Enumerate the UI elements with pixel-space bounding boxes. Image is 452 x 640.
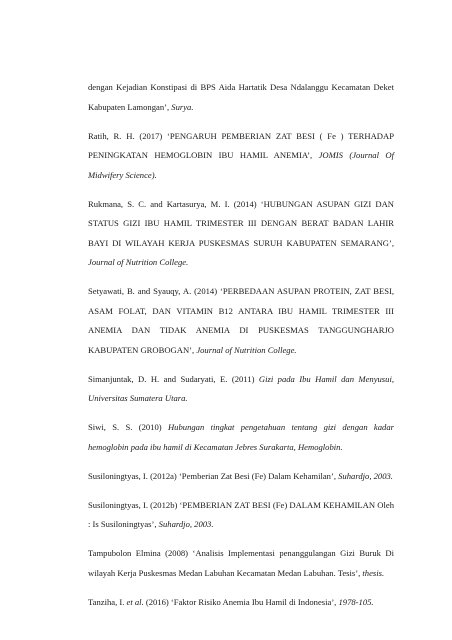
reference-text: Tanziha, I. bbox=[88, 596, 127, 607]
reference-text: Susiloningtyas, I. (2012b) ‘PEMBERIAN ZAT BESI (Fe) DALAM KEHAMILAN Oleh : Is Susiloningtyas’, bbox=[88, 499, 394, 529]
reference-text: Tampubolon Elmina (2008) ‘Analisis Implementasi penanggulangan Gizi Buruk Di wilayah Kerja Puskesmas Medan Labuhan Kecamatan Medan Labuhan. Tesis’, bbox=[88, 548, 394, 578]
reference-italic-text: thesis. bbox=[362, 567, 385, 578]
reference-text: Susiloningtyas, I. (2012a) ‘Pemberian Zat Besi (Fe) Dalam Kehamilan’, bbox=[88, 470, 339, 481]
reference-text: Rukmana, S. C. and Kartasurya, M. I. (2014) ‘HUBUNGAN ASUPAN GIZI DAN STATUS GIZI IBU HAMIL TRIMESTER III DENGAN BERAT BADAN LAHIR BAYI DI WILAYAH KERJA PUSKESMAS SURUH KABUPATEN SEMARANG’, bbox=[88, 198, 394, 248]
reference-text: Setyawati, B. and Syauqy, A. (2014) ‘PERBEDAAN ASUPAN PROTEIN, ZAT BESI, ASAM FOLAT, DAN VITAMIN B12 ANTARA IBU HAMIL TRIMESTER III ANEMIA DAN TIDAK ANEMIA DI PUSKESMAS TANGGUNGHARJO KABUPATEN GROBOGAN’, bbox=[88, 286, 394, 355]
reference-entry-tanziha bbox=[88, 593, 394, 613]
reference-entry-susiloningtyas-b bbox=[88, 496, 394, 535]
reference-italic-text: Hubungan tingkat pengetahuan tentang gizi dengan kadar hemoglobin pada ibu hamil di Kecamatan Jebres Surakarta, Hemoglobin. bbox=[88, 422, 394, 452]
reference-italic-text: Suhardjo, 2003. bbox=[158, 519, 214, 529]
reference-text: dengan Kejadian Konstipasi di BPS Aida Hartatik Desa Ndalanggu Kecamatan Deket Kabupaten Lamongan’, bbox=[88, 82, 394, 112]
reference-entry-susiloningtyas-a bbox=[88, 467, 394, 487]
reference-entry-tampubolon bbox=[88, 544, 394, 583]
reference-entry-ref-continued bbox=[88, 78, 394, 117]
reference-text: Simanjuntak, D. H. and Sudaryati, E. (2011) bbox=[88, 373, 259, 384]
reference-italic-text: Journal of Nutrition College. bbox=[88, 257, 189, 267]
reference-list bbox=[88, 78, 394, 612]
reference-italic-text: Surya. bbox=[171, 101, 194, 112]
reference-entry-rukmana bbox=[88, 195, 394, 273]
reference-text: Ratih, R. H. (2017) ‘PENGARUH PEMBERIAN ZAT BESI ( Fe ) TERHADAP PENINGKATAN HEMOGLOBIN IBU HAMIL ANEMIA’, bbox=[88, 130, 394, 160]
reference-entry-siwi bbox=[88, 418, 394, 457]
reference-italic-text: Gizi pada Ibu Hamil dan Menyusui, Universitas Sumatera Utara. bbox=[88, 373, 394, 403]
reference-italic-text: Suhardjo, 2003. bbox=[338, 470, 393, 481]
reference-italic-text: 1978-105. bbox=[338, 596, 374, 607]
reference-italic-text: et al. bbox=[126, 596, 144, 607]
reference-entry-simanjuntak bbox=[88, 370, 394, 409]
reference-italic-text: JOMIS (Journal Of Midwifery Science). bbox=[88, 150, 395, 180]
reference-text: (2016) ‘Faktor Risiko Anemia Ibu Hamil di Indonesia’, bbox=[143, 596, 339, 607]
reference-text: Siwi, S. S. (2010) bbox=[88, 422, 168, 432]
reference-entry-ratih bbox=[88, 127, 394, 186]
reference-italic-text: Journal of Nutrition College. bbox=[196, 344, 297, 355]
reference-entry-setyawati bbox=[88, 282, 394, 360]
